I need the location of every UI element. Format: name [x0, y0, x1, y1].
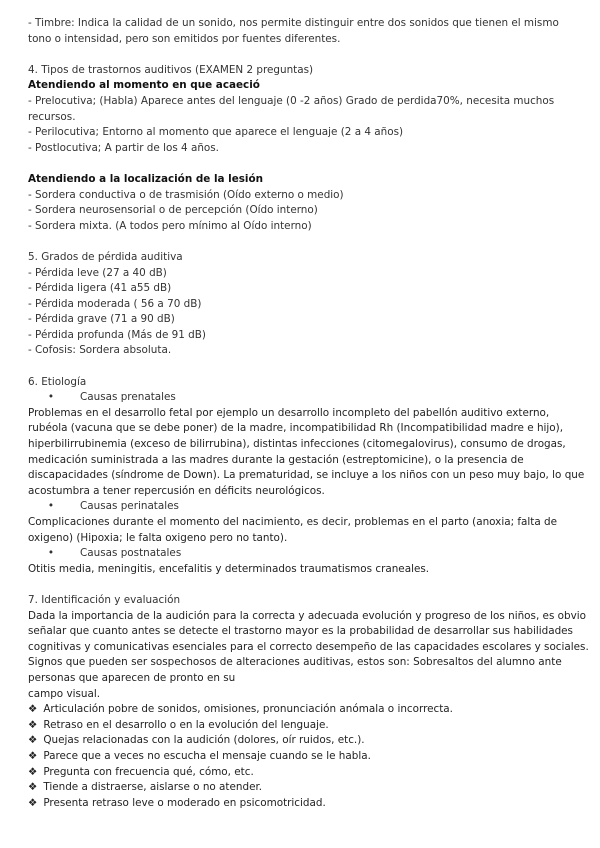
diamond-bullet-icon: ❖: [28, 703, 38, 716]
paragraph-line: hiperbilirrubinemia (exceso de bilirrubina), distintas infecciones (citomegalovirus), consumo de drogas,: [28, 438, 566, 451]
perinatal-label: Causas perinatales: [80, 500, 179, 513]
timbre-line-1: - Timbre: Indica la calidad de un sonido, nos permite distinguir entre dos sonidos que tienen el mismo: [28, 17, 559, 29]
section-7-heading: 7. Identificación y evaluación: [28, 593, 181, 606]
list-item: - Sordera neurosensorial o de percepción (Oído interno): [28, 204, 318, 217]
list-item: - Pérdida moderada ( 56 a 70 dB): [28, 297, 202, 310]
paragraph-line: cognitivas y comunicativas esenciales para el correcto desempeño de las capacidades escolares y sociales.: [28, 640, 589, 653]
sign-item: [28, 780, 574, 796]
bullet-icon: •: [47, 547, 54, 560]
list-item: - Pérdida profunda (Más de 91 dB): [28, 328, 206, 341]
section-4-subheading-location: Atendiendo a la localización de la lesión: [28, 172, 264, 185]
sign-item: [28, 718, 574, 734]
list-item: - Pérdida leve (27 a 40 dB): [28, 266, 167, 279]
diamond-bullet-icon: ❖: [28, 718, 38, 731]
sign-text: Presenta retraso leve o moderado en psicomotricidad.: [43, 796, 326, 809]
bullet-icon: •: [47, 500, 54, 513]
section-4-subheading-moment: Atendiendo al momento en que acaeció: [28, 79, 260, 92]
paragraph-line: personas que aparecen de pronto en su: [28, 671, 236, 684]
sign-text: Parece que a veces no escucha el mensaje cuando se le habla.: [43, 749, 371, 762]
postnatal-subheading: [28, 546, 574, 562]
paragraph-line: Complicaciones durante el momento del nacimiento, es decir, problemas en el parto (anoxia; falta de: [28, 516, 558, 528]
list-item: - Pérdida grave (71 a 90 dB): [28, 313, 175, 326]
postnatal-label: Causas postnatales: [80, 547, 182, 560]
list-item: - Prelocutiva; (Habla) Aparece antes del lenguaje (0 -2 años) Grado de perdida70%, necesita muchos: [28, 94, 555, 107]
perinatal-subheading: [28, 499, 574, 515]
sign-text: Articulación pobre de sonidos, omisiones, pronunciación anómala o incorrecta.: [43, 703, 453, 716]
sign-text: Quejas relacionadas con la audición (dolores, oír ruidos, etc.).: [43, 734, 365, 747]
sign-item: [28, 749, 574, 765]
diamond-bullet-icon: ❖: [28, 765, 38, 778]
section-5-heading: 5. Grados de pérdida auditiva: [28, 250, 183, 263]
sign-item: [28, 733, 574, 749]
paragraph-line: discapacidades (síndrome de Down). La prematuridad, se incluye a los niños con un peso muy bajo, lo que: [28, 469, 585, 482]
paragraph-line: acostumbra a tener repercusión en déficits neurológicos.: [28, 484, 325, 497]
bullet-icon: •: [47, 391, 54, 404]
paragraph-line: oxigeno) (Hipoxia; le falta oxigeno pero no tanto).: [28, 531, 288, 544]
paragraph-line: campo visual.: [28, 687, 101, 700]
list-item: - Cofosis: Sordera absoluta.: [28, 344, 172, 357]
paragraph-line: medicación suministrada a las madres durante la gestación (estreptomicine), o la presencia de: [28, 453, 524, 466]
section-6-heading: 6. Etiología: [28, 375, 87, 388]
paragraph-line: Otitis media, meningitis, encefalitis y determinados traumatismos craneales.: [28, 562, 430, 575]
diamond-bullet-icon: ❖: [28, 749, 38, 762]
diamond-bullet-icon: ❖: [28, 796, 38, 809]
prenatal-label: Causas prenatales: [80, 391, 176, 404]
paragraph-line: Problemas en el desarrollo fetal por ejemplo un desarrollo incompleto del pabellón auditivo externo,: [28, 406, 550, 419]
timbre-line-2: tono o intensidad, pero son emitidos por fuentes diferentes.: [28, 32, 341, 45]
list-item: - Perilocutiva; Entorno al momento que aparece el lenguaje (2 a 4 años): [28, 126, 404, 139]
paragraph-line: Signos que pueden ser sospechosos de alteraciones auditivas, estos son: Sobresaltos del alumno ante: [28, 656, 562, 669]
section-4-heading: 4. Tipos de trastornos auditivos (EXAMEN 2 preguntas): [28, 63, 314, 76]
paragraph-line: Dada la importancia de la audición para la correcta y adecuada evolución y progreso de los niños, es obvio: [28, 609, 587, 622]
sign-item: [28, 702, 574, 718]
list-item: - Sordera conductiva o de trasmisión (Oído externo o medio): [28, 188, 344, 201]
sign-text: Retraso en el desarrollo o en la evolución del lenguaje.: [43, 718, 329, 731]
sign-text: Tiende a distraerse, aislarse o no atender.: [43, 781, 263, 794]
paragraph-line: señalar que cuanto antes se detecte el trastorno mayor es la probabilidad de desarrollar sus habilidades: [28, 625, 573, 638]
list-item: - Sordera mixta. (A todos pero mínimo al Oído interno): [28, 219, 312, 232]
sign-text: Pregunta con frecuencia qué, cómo, etc.: [43, 765, 254, 778]
sign-item: [28, 796, 574, 812]
paragraph-line: rubéola (vacuna que se debe poner) de la madre, incompatibilidad Rh (Incompatibilidad madre e hijo),: [28, 422, 564, 435]
sign-item: [28, 765, 574, 781]
diamond-bullet-icon: ❖: [28, 734, 38, 747]
list-item: - Pérdida ligera (41 a55 dB): [28, 282, 172, 295]
diamond-bullet-icon: ❖: [28, 781, 38, 794]
list-item: recursos.: [28, 110, 76, 123]
list-item: - Postlocutiva; A partir de los 4 años.: [28, 141, 219, 154]
prenatal-subheading: [28, 390, 574, 406]
